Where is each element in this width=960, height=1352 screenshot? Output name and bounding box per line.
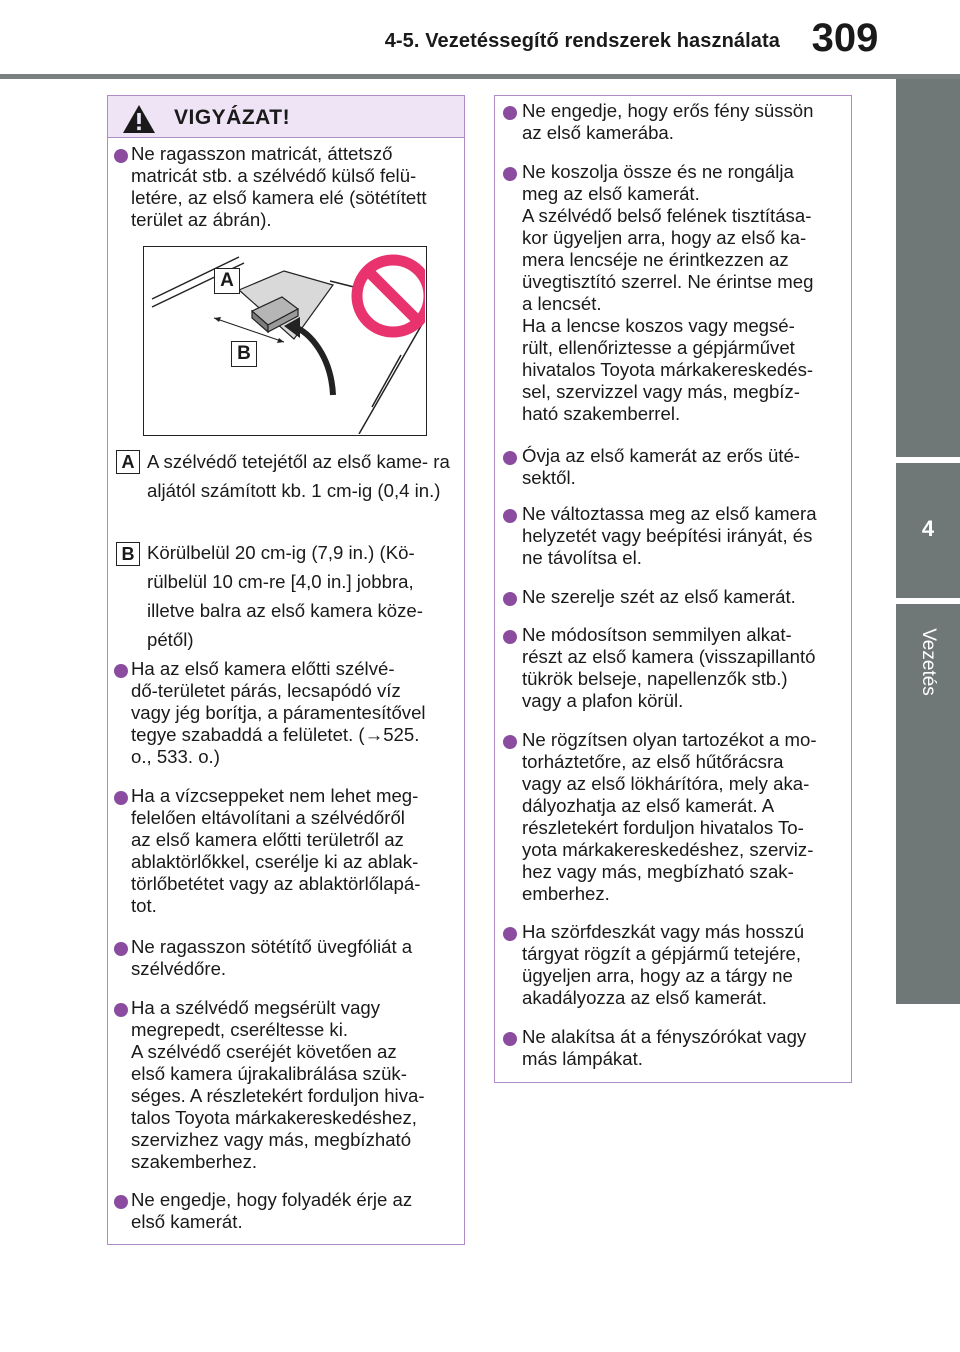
legend-line: Körülbelül 20 cm-ig (7,9 in.) (Kö- [147,542,415,563]
caution-item: Ne változtassa meg az első kamera helyzetét vagy beépítési irányát, és ne távolítsa el. [522,503,817,568]
legend-line: pétől) [147,629,194,650]
figure-label-a: A [214,268,240,294]
bullet-icon [114,791,128,805]
chapter-number: 4 [921,516,935,541]
side-tab-upper [896,79,960,457]
legend-line: A szélvédő tetejétől az első kame- [147,451,429,472]
bullet-icon [503,592,517,606]
legend-text-a [147,447,452,505]
caution-item: Ha a vízcseppeket nem lehet meg- felelően eltávolítani a szélvédőről az első kamera előtti területről az ablaktörlőkkel, cserélje ki az ablak- törlőbetétet vagy az ablaktörlőlapá- tot. [131,785,421,916]
legend-line: rülbelül 10 cm-re [4,0 in.] jobbra, [147,571,414,592]
figure-label-b: B [231,341,257,367]
caution-item: Ne ragasszon sötétítő üvegfóliát a szélvédőre. [131,936,413,979]
page-number: 309 [811,16,879,60]
bullet-icon [114,664,128,678]
bullet-icon [503,927,517,941]
chapter-label: Vezetés [918,628,939,696]
caution-item: Ne szerelje szét az első kamerát. [522,586,796,607]
caution-item: Ne engedje, hogy erős fény süssön az első kamerába. [522,100,814,143]
bullet-icon [503,167,517,181]
caution-item: Ne módosítson semmilyen alkat- részt az első kamera (visszapillantó tükrök belseje, napellenzők stb.) vagy a plafon körül. [522,624,816,711]
camera-area-figure [143,246,427,436]
header-divider [0,74,960,79]
bullet-icon [503,509,517,523]
bullet-icon [503,735,517,749]
bullet-icon [114,1003,128,1017]
caution-item: Ne ragasszon matricát, áttetsző matricát stb. a szélvédő külső felü- letére, az első kamera elé (sötétített terület az ábrán). [131,143,427,230]
caution-title: VIGYÁZAT! [174,106,291,129]
caution-item: Óvja az első kamerát az erős üté- sektől. [522,445,800,488]
caution-item: Ne alakítsa át a fényszórókat vagy más lámpákat. [522,1026,807,1069]
legend-line: ra aljától számított kb. 1 cm-ig (0,4 [147,451,450,501]
caution-item: Ne engedje, hogy folyadék érje az első kamerát. [131,1189,413,1232]
legend-line: in.) [414,480,441,501]
bullet-icon [114,149,128,163]
legend-key-a: A [116,450,140,474]
legend-key-b: B [116,542,140,566]
bullet-icon [114,1195,128,1209]
caution-item: Ne koszolja össze és ne rongálja meg az első kamerát. A szélvédő belső felének tisztítása- kor ügyeljen arra, hogy az első ka- mera lencséje ne érintkezzen az üvegtisztító szerrel. Ne érintse meg a lencsét. Ha a lencse koszos vagy megsé- rült, ellenőriztesse a gépjárművet hivatalos Toyota márkakereskedés- sel, szervizzel vagy más, megbíz- ható szakemberrel. [522,161,814,424]
caution-item: Ha szörfdeszkát vagy más hosszú tárgyat rögzít a gépjármű tetejére, ügyeljen arra, hogy az a tárgy ne akadályozza az első kamerát. [522,921,805,1008]
bullet-icon [503,106,517,120]
windshield-diagram [144,247,425,434]
bullet-icon [503,451,517,465]
warning-triangle-icon [122,104,156,134]
caution-item: Ha az első kamera előtti szélvé- dő-területet párás, lecsapódó víz vagy jég borítja, a páramentesítővel tegye szabaddá a felületet. (→525. o., 533. o.) [131,658,426,767]
section-title: 4-5. Vezetéssegítő rendszerek használata [384,30,780,52]
bullet-icon [503,1032,517,1046]
legend-line: illetve balra az első kamera köze- [147,600,423,621]
bullet-icon [114,942,128,956]
caution-item: Ha a szélvédő megsérült vagy megrepedt, cseréltesse ki. A szélvédő cseréjét követően az első kamera újrakalibrálása szük- séges. A részletekért forduljon hiva- talos Toyota márkakereskedéshez, szervizhez vagy más, megbízható szakemberhez. [131,997,425,1172]
bullet-icon [503,630,517,644]
caution-item: Ne rögzítsen olyan tartozékot a mo- torháztetőre, az első hűtőrácsra vagy az első lökhárítóra, mely aka- dályozhatja az első kamerát. A részletekért forduljon hivatalos To- yota márkakereskedéshez, szerviz- hez vagy más, megbízható szak- emberhez. [522,729,817,904]
legend-text-b [147,538,452,654]
